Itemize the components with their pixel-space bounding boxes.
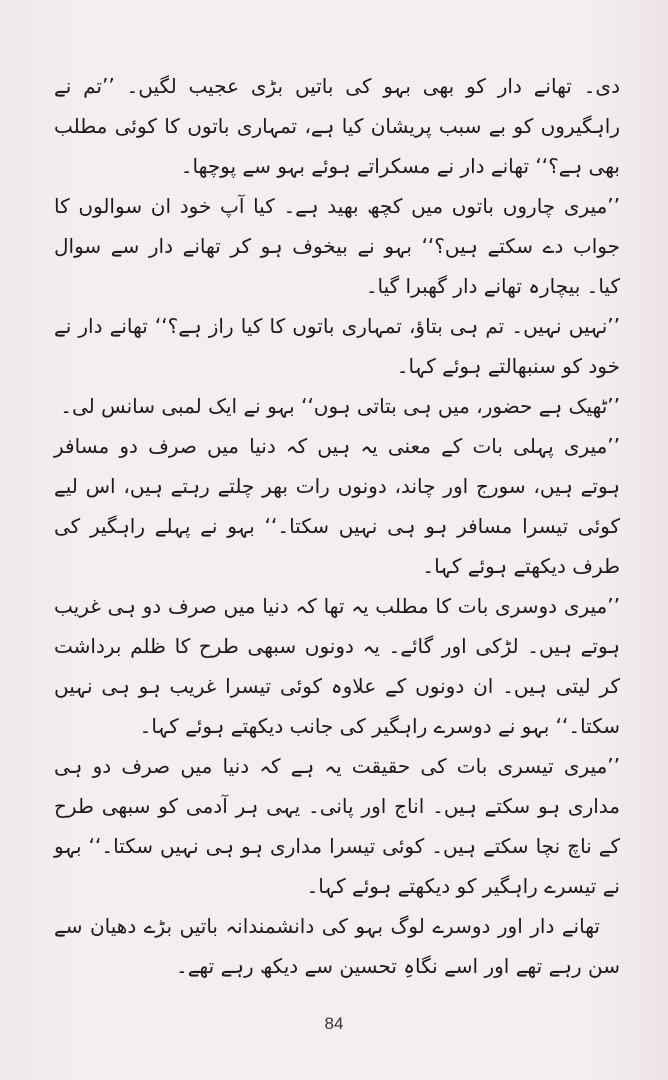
paragraph: ’’میری تیسری بات کی حقیقت یہ ہے کہ دنیا میں صرف دو ہی مداری ہو سکتے ہیں۔ اناج اور پانی۔ یہی ہر آدمی کو سبھی طرح کے ناچ نچا سکتے ہیں۔ کوئی تیسرا مداری ہو ہی نہیں سکتا۔‘‘ بہو نے تیسرے راہگیر کو دیکھتے ہوئے کہا۔ bbox=[54, 754, 620, 898]
paragraph: ’’میری چاروں باتوں میں کچھ بھید ہے۔ کیا آپ خود ان سوالوں کا جواب دے سکتے ہیں؟‘‘ بہو نے بیخوف ہو کر تھانے دار سے سوال کیا۔ بیچارہ تھانے دار گھبرا گیا۔ bbox=[54, 194, 620, 298]
page-body-text bbox=[54, 66, 620, 986]
paragraph: دی۔ تھانے دار کو بھی بہو کی باتیں بڑی عجیب لگیں۔ ’’تم نے راہگیروں کو بے سبب پریشان کیا ہے، تمہاری باتوں کا کوئی مطلب بھی ہے؟‘‘ تھانے دار نے مسکراتے ہوئے بہو سے پوچھا۔ bbox=[54, 74, 620, 178]
paragraph: ’’نہیں نہیں۔ تم ہی بتاؤ، تمہاری باتوں کا کیا راز ہے؟‘‘ تھانے دار نے خود کو سنبھالتے ہوئے کہا۔ bbox=[54, 314, 620, 378]
paragraph: ’’ٹھیک ہے حضور، میں ہی بتاتی ہوں‘‘ بہو نے ایک لمبی سانس لی۔ bbox=[60, 394, 620, 418]
paragraph: ’’میری دوسری بات کا مطلب یہ تھا کہ دنیا میں صرف دو ہی غریب ہوتے ہیں۔ لڑکی اور گائے۔ یہ دونوں سبھی طرح کا ظلم برداشت کر لیتی ہیں۔ ان دونوں کے علاوہ کوئی تیسرا غریب ہو ہی نہیں سکتا۔‘‘ بہو نے دوسرے راہگیر کی جانب دیکھتے ہوئے کہا۔ bbox=[54, 594, 620, 738]
paragraph: ’’میری پہلی بات کے معنی یہ ہیں کہ دنیا میں صرف دو مسافر ہوتے ہیں، سورج اور چاند، دونوں رات بھر چلتے رہتے ہیں، اس لیے کوئی تیسرا مسافر ہو ہی نہیں سکتا۔‘‘ بہو نے پہلے راہگیر کی طرف دیکھتے ہوئے کہا۔ bbox=[54, 434, 620, 578]
paragraph: تھانے دار اور دوسرے لوگ بہو کی دانشمندانہ باتیں بڑے دھیان سے سن رہے تھے اور اسے نگاہِ تحسین سے دیکھ رہے تھے۔ bbox=[54, 914, 620, 978]
page-number: 84 bbox=[324, 1014, 344, 1033]
